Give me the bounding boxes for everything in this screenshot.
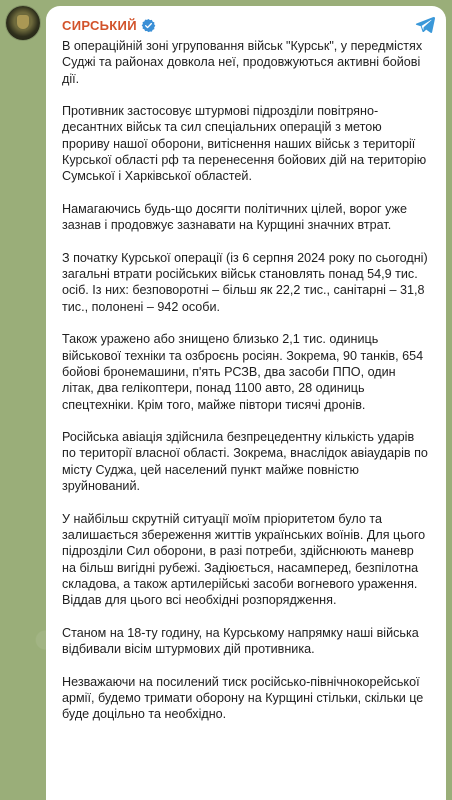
post-paragraph: Намагаючись будь-що досягти політичних цілей, ворог уже зазнав і продовжує зазнавати на Курщині значних втрат. (62, 201, 407, 233)
verified-badge-icon (141, 18, 156, 33)
post-paragraph: В операційній зоні угруповання військ "Курськ", у передмістях Суджі та районах довкола неї, продовжуються активні бойові дії. (62, 39, 423, 86)
message-header (62, 14, 436, 36)
post-paragraph: Незважаючи на посилений тиск російсько-північнокорейської армії, будемо тримати оборону на Курщині стільки, скільки це буде доцільно та необхідно. (62, 674, 424, 722)
message-bubble (46, 6, 446, 800)
message-text (62, 38, 436, 722)
post-paragraph: У найбільш скрутній ситуації моїм пріоритетом було та залишається збереження життів українських воїнів. Для цього підрозділи Сил оборони, в разі потреби, здійснюють маневр на більш вигідні рубежі. Задіюється, насамперед, безпілотна складова, а також артилерійські засоби вогневого ураження. Віддав для цього всі необхідні розпорядження. (62, 511, 426, 608)
post-paragraph: Російська авіація здійснила безпрецедентну кількість ударів по території власної області. Зокрема, внаслідок авіаударів по місту Суджа, цей населений пункт майже повністю зруйнований. (62, 430, 428, 494)
channel-avatar[interactable] (6, 6, 40, 40)
post-paragraph: Також уражено або знищено близько 2,1 тис. одиниць військової техніки та озброєнь росіян. Зокрема, 90 танків, 654 бойові бронемашини, п'ять РСЗВ, два засоби ППО, один літак, два гелікоптери, понад 1100 авто, 28 одиниць спецтехніки. Крім того, майже півтори тисячі дронів. (62, 332, 424, 412)
channel-name[interactable]: СИРСЬКИЙ (62, 17, 137, 33)
post-paragraph: Противник застосовує штурмові підрозділи повітряно-десантних військ та сил спеціальних операцій з метою прориву нашої оборони, витіснення наших військ з території Курської області рф та перенесення бойових дій на територію Сумської і Харківської областей. (62, 104, 427, 184)
post-paragraph: З початку Курської операції (із 6 серпня 2024 року по сьогодні) загальні втрати російських військ становлять понад 54,9 тис. осіб. Із них: безповоротні – більш як 22,2 тис., санітарні – 31,8 тис., полонені – 942 особи. (62, 250, 428, 314)
telegram-share-icon[interactable] (414, 14, 436, 36)
post-paragraph: Станом на 18-ту годину, на Курському напрямку наші війська відбивали вісім штурмових дій противника. (62, 625, 419, 656)
